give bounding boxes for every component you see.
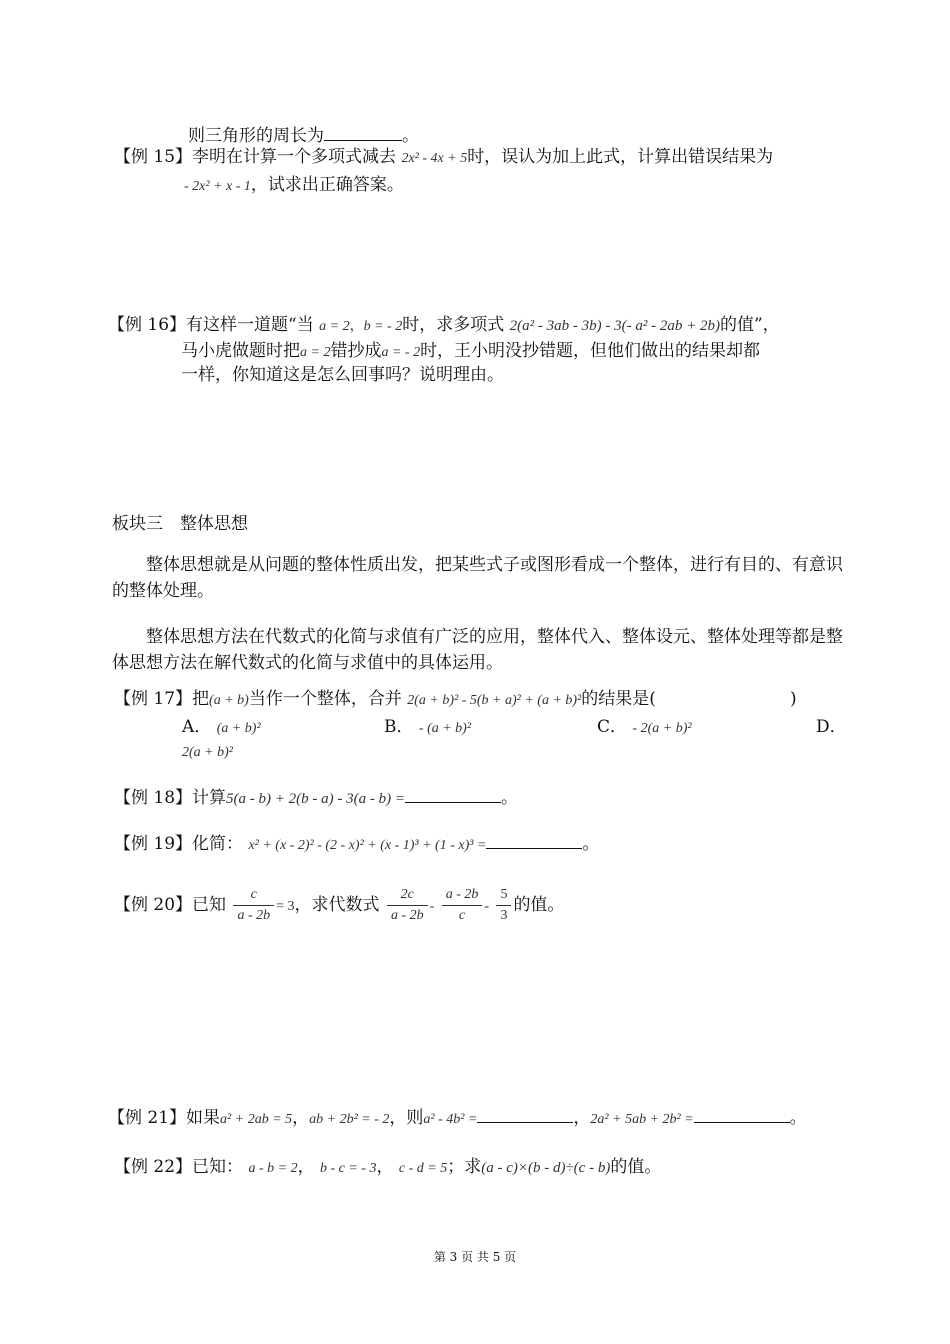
- page-footer: 第 3 页 共 5 页: [433, 1250, 517, 1264]
- fraction-3: $\frac{a - 2b}{c}$: [442, 885, 483, 926]
- fraction-1: $\frac{c}{a - 2b}$: [233, 885, 274, 926]
- section-para-2: 整体思想方法在代数式的化简与求值有广泛的应用，整体代入、整体设元、整体处理等都是整体思想方法在解代数式的化简与求值中的具体运用。: [112, 627, 843, 673]
- answer-blank[interactable]: [486, 832, 582, 849]
- option-b[interactable]: B． - (a + b)²: [384, 717, 472, 737]
- example-22: 【例 22】已知： a - b = 2， b - c = - 3， c - d = 5；求(a - c)×(b - d)÷(c - b)的值。: [114, 1157, 662, 1177]
- example-19: 【例 19】化简： x² + (x - 2)² - (2 - x)² + (x - 1)³ + (1 - x)³ = 。: [114, 834, 600, 854]
- fraction-4: $\frac{5}{3}$: [496, 885, 511, 926]
- example-15: 【例 15】李明在计算一个多项式减去 2x² - 4x + 5时，误认为加上此式，计算出错误结果为: [114, 147, 774, 167]
- example-21: 【例 21】如果a² + 2ab = 5，ab + 2b² = - 2，则a² - 4b² = ，2a² + 5ab + 2b² = 。: [108, 1108, 807, 1128]
- example-18: 【例 18】计算5(a - b) + 2(b - a) - 3(a - b) = 。: [114, 788, 518, 808]
- ex14-tail: 则三角形的周长为 。: [188, 126, 419, 146]
- example-20: 【例 20】已知 $\frac{c}{a - 2b}$ = 3，求代数式 $\frac{2c}{a - 2b}$ - $\frac{a - 2b}{c}$ - $\frac{5}{3}$ 的值。: [114, 884, 564, 928]
- answer-blank[interactable]: [694, 1106, 790, 1123]
- fraction-2: $\frac{2c}{a - 2b}$: [387, 885, 428, 926]
- option-c[interactable]: C． - 2(a + b)²: [597, 717, 692, 737]
- ex17-close-paren: ): [790, 689, 797, 709]
- section-para-1: 整体思想就是从问题的整体性质出发，把某些式子或图形看成一个整体，进行有目的、有意识的整体处理。: [112, 555, 843, 601]
- option-d-label[interactable]: D．: [816, 717, 847, 737]
- example-15-line2: - 2x² + x - 1，试求出正确答案。: [184, 175, 404, 195]
- answer-blank[interactable]: [405, 786, 501, 803]
- example-16-line3: 一样，你知道这是怎么回事吗？说明理由。: [181, 365, 504, 385]
- section-title: 板块三 整体思想: [112, 514, 248, 534]
- example-17: 【例 17】把(a + b)当作一个整体，合并 2(a + b)² - 5(b + a)² + (a + b)²的结果是(: [114, 689, 656, 709]
- example-16: 【例 16】有这样一道题“当 a = 2，b = - 2时，求多项式 2(a² - 3ab - 3b) - 3(- a² - 2ab + 2b)的值”，: [108, 315, 780, 335]
- answer-blank[interactable]: [477, 1106, 573, 1123]
- answer-blank[interactable]: [324, 124, 402, 141]
- option-a[interactable]: A． (a + b)²: [182, 717, 261, 737]
- example-16-line2: 马小虎做题时把a = 2错抄成a = - 2时，王小明没抄错题，但他们做出的结果却都: [181, 341, 761, 361]
- option-d-value: 2(a + b)²: [182, 745, 233, 760]
